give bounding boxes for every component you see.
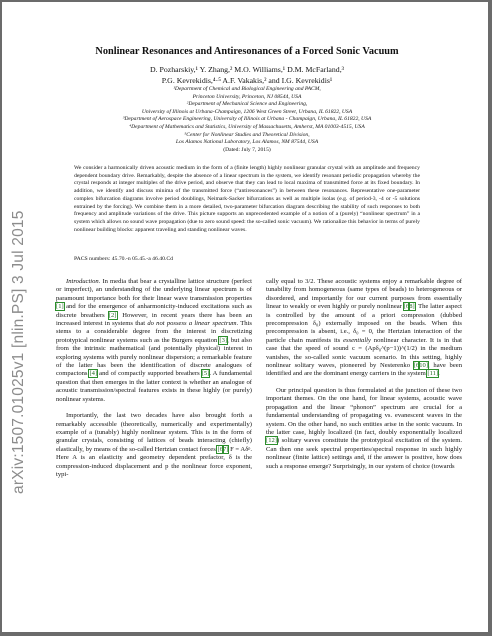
affiliation-line: ⁴Department of Mathematics and Statistics, University of Massachusetts, Amherst, MA 01003-4515, USA: [129, 123, 365, 130]
citation-link[interactable]: 10]: [419, 362, 429, 370]
paper-page: [2, 2, 488, 632]
citation-link[interactable]: [3]: [219, 336, 228, 344]
paragraph-tunability: cally equal to 3/2. These acoustic systems enjoy a remarkable degree of tunability from homogeneous (same types of beads) to heterogeneous or disordered, and importantly for our current purposes from essentially linear to weakly or even highly or purely nonlinear [68]. The latter aspect is controlled by the amount of a priori compression (dubbed precompression δ₀) externally imposed on the beads. When this precompression is absent, i.e., δ₀ = 0, the Hertzian interaction of the particle chain manifests its essentially nonlinear character. It is in that case that the speed of sound c = (Apδ₀^(p−1))^(1/2) in the medium vanishes, the so-called sonic vacuum scenario. In this setting, highly nonlinear solitary waves, pioneered by Nesterenko [610], have been identified and are the dominant energy carriers in the system [11].: [266, 278, 463, 378]
citation-link[interactable]: [6: [413, 362, 420, 370]
affiliations: [42, 86, 452, 154]
affiliation-line: ⁵Center for Nonlinear Studies and Theoretical Division,: [184, 131, 310, 138]
affiliation-line: ²Department of Mechanical Science and Engineering,: [186, 101, 308, 108]
citation-link[interactable]: [5]: [201, 370, 210, 378]
author-list: [42, 64, 452, 86]
citation-link[interactable]: 7]: [222, 445, 229, 453]
citation-link[interactable]: [4]: [89, 370, 98, 378]
paragraph-principal-question: Our principal question is thus formulated at the junction of these two important themes. On the one hand, for linear systems, acoustic wave propagation and the linear “phonon” spectrum are crucial for a fundamental understanding of propagating vs. evanescent waves in the system. On the other hand, no such entities arise in the sonic vacuum. In the latter case, highly localized (in fact, doubly exponentially localized [12]) solitary waves constitute the prototypical excitation of the system. Can then one seek spectral properties/spectral response in such highly nonlinear (finite lattice) settings and, if the answer is positive, how does such a response emerge? Surprisingly, in our system of choice (towards: [266, 386, 462, 470]
dated-line: (Dated: July 7, 2015): [223, 146, 271, 153]
citation-link[interactable]: 8]: [409, 303, 415, 311]
affiliation-line: ³Department of Aerospace Engineering, University of Illinois at Urbana - Champaign, Urbana, IL 61822, USA: [122, 116, 372, 123]
citation-link[interactable]: [11]: [427, 370, 439, 378]
arxiv-stamp: [10, 210, 28, 494]
left-column: [56, 278, 252, 479]
right-column: [266, 278, 462, 471]
citation-link[interactable]: [1]: [56, 303, 64, 311]
citation-link[interactable]: [6: [403, 303, 410, 311]
paper-title: Nonlinear Resonances and Antiresonances of a Forced Sonic Vacuum: [95, 46, 399, 57]
citation-link[interactable]: [2]: [108, 311, 117, 319]
arxiv-identifier[interactable]: arXiv:1507.01025v1 [nlin.PS] 3 Jul 2015: [10, 210, 27, 494]
affiliation-line: Los Alamos National Laboratory, Los Alamos, NM 87544, USA: [175, 139, 319, 146]
paragraph-granular-crystals: Importantly, the last two decades have also brought forth a remarkably accessible (theoretically, numerically and experimentally) example of a (tunably) highly nonlinear system. This is in the form of granular crystals, consisting of lattices of beads interacting (chiefly) elastically, by means of the so-called Hertzian contact forces [67] F = Aδᵖ. Here A is an elasticity and geometry dependent prefactor, δ is the compression-induced displacement and p the nonlinear force exponent, typi-: [56, 412, 252, 478]
author-line: D. Pozharskiy,¹ Y. Zhang,² M.O. Williams,¹ D.M. McFarland,³: [150, 65, 344, 74]
abstract: We consider a harmonically driven acoustic medium in the form of a (finite length) highly nonlinear granular crystal with an amplitude and frequency dependent boundary drive. Remarkably, despite the absence of a linear spectrum in the system, we identify resonant periodic propagation whereby the crystal responds at integer multiples of the drive period, and observe that they can lead to local maxima of transmitted force at its fixed boundary. In addition, we identify and discuss minima of the transmitted force (“antiresonances”) in between these resonances. Representative one-parameter complex bifurcation diagrams involve period doublings, Neimark-Sacker bifurcations as well as multiple isolas (e.g. of period-3, -4 or -5 solutions entrained by the forcing). We combine them in a more detailed, two-parameter bifurcation diagram describing the stability of such responses to both frequency and amplitude variations of the drive. This picture supports an unprecedented example of a notion of a (purely) “nonlinear spectrum” in a system which allows no sound wave propagation (due to zero sound speed: the so-called sonic vacuum). We rationalize this behavior in terms of purely nonlinear building blocks: apparent traveling and standing nonlinear waves.: [74, 165, 420, 233]
affiliation-line: Princeton University, Princeton, NJ 08544, USA: [192, 93, 302, 100]
citation-link[interactable]: [12]: [266, 437, 277, 445]
affiliation-line: ¹Department of Chemical and Biological Engineering and PACM,: [173, 86, 321, 92]
author-line: P.G. Kevrekidis,⁴·⁵ A.F. Vakakis,² and I.G. Kevrekidis¹: [161, 76, 333, 85]
affiliation-line: University of Illinois at Urbana-Champaign, 1206 West Green Street, Urbana, IL 61822, USA: [141, 108, 353, 115]
paragraph-introduction: Introduction. In media that bear a crystalline lattice structure (perfect or imperfect), an understanding of the underlying linear spectrum is of paramount importance both for their linear wave transmission properties [1] and for the emergence of anharmonicity-induced excitations such as discrete breathers [2]. However, in recent years there has been an increased interest in systems that do not possess a linear spectrum. This stems to a considerable degree from the interest in discretizing prototypical nonlinear systems such as the Burgers equation [3], but also from the intrinsic mathematical (and potentially physical) interest in exploring systems with purely nonlinear dispersion; a remarkable feature of the latter has been the identification of discrete analogues of compactons [4] and of compactly supported breathers [5]. A fundamental question that then emerges in the latter context is whether an analogue of acoustic transmission/spectral features exists in these highly (or purely) nonlinear systems.: [56, 278, 252, 403]
section-lead: Introduction.: [66, 278, 101, 285]
pacs-numbers: PACS numbers: 45.70.-n 05.45.-a 46.40.Cd: [74, 256, 174, 262]
citation-link[interactable]: [6: [217, 445, 223, 453]
